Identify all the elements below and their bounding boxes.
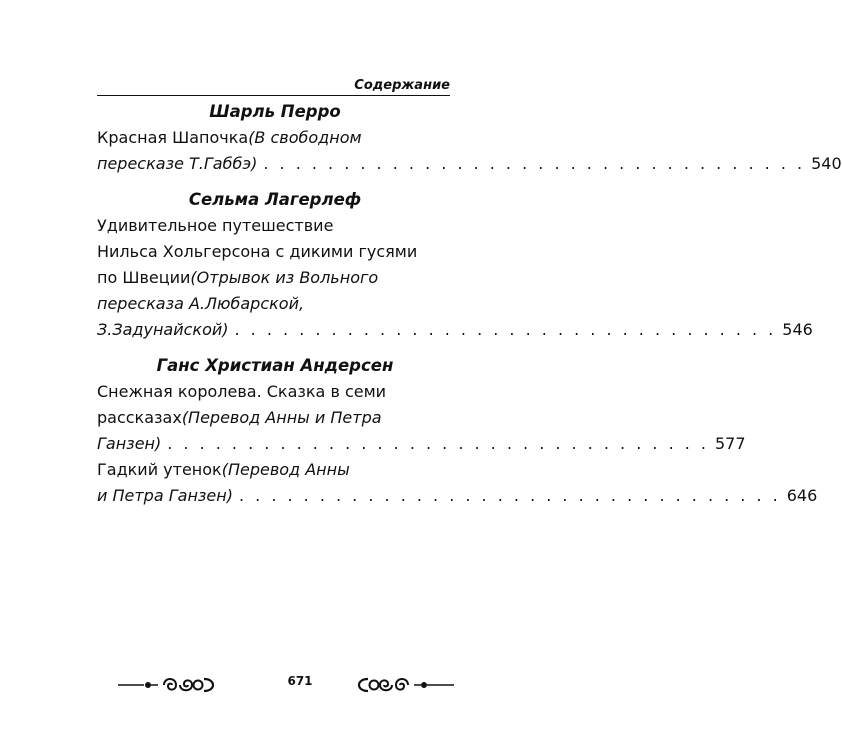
page-number: 671	[287, 674, 313, 688]
toc-line	[97, 291, 453, 317]
leader-dots: . . . . . . . . . . . . . . . . . . . . . . . . . . . . . . . . . .	[238, 486, 781, 505]
table-of-contents	[97, 99, 842, 509]
toc-line	[97, 431, 746, 457]
toc-line	[97, 239, 453, 265]
entry-note: (Перевод Анны	[221, 460, 350, 479]
toc-line	[97, 405, 453, 431]
entry-title: Нильса Хольгерсона с дикими гусями	[97, 242, 418, 261]
toc-line	[97, 151, 842, 177]
toc-line	[97, 265, 453, 291]
author-heading: Сельма Лагерлеф	[188, 190, 362, 209]
leader-dots: . . . . . . . . . . . . . . . . . . . . . . . . . . . . . . . . . .	[263, 154, 806, 173]
entry-note: Ганзен)	[97, 434, 162, 453]
right-flourish-icon	[334, 670, 454, 700]
author-heading: Шарль Перро	[209, 102, 341, 121]
toc-line	[97, 125, 453, 151]
toc-line	[97, 457, 453, 483]
entry-title: Гадкий утенок	[97, 460, 222, 479]
header-rule	[97, 95, 450, 96]
entry-title: по Швеции	[97, 268, 191, 287]
toc-line	[97, 483, 818, 509]
leader-dots: . . . . . . . . . . . . . . . . . . . . . . . . . . . . . . . . . .	[167, 434, 709, 453]
toc-line	[97, 213, 453, 239]
entry-note: З.Задунайской)	[97, 320, 229, 339]
leader-dots: . . . . . . . . . . . . . . . . . . . . . . . . . . . . . . . . . .	[234, 320, 777, 339]
entry-note: (В свободном	[248, 128, 362, 147]
entry-note: и Петра Ганзен)	[97, 486, 233, 505]
page-footer	[0, 670, 600, 700]
page-ref: 546	[782, 320, 813, 339]
toc-line	[97, 379, 453, 405]
entry-note: (Отрывок из Вольного	[190, 268, 379, 287]
entry-note: пересказе Т.Габбэ)	[97, 154, 258, 173]
entry-title: Удивительное путешествие	[97, 216, 334, 235]
author-heading: Ганс Христиан Андерсен	[156, 356, 394, 375]
page-ref: 540	[811, 154, 842, 173]
entry-note: (Перевод Анны и Петра	[181, 408, 382, 427]
entry-title: Снежная королева. Сказка в семи	[97, 382, 387, 401]
running-head: Содержание	[354, 78, 450, 93]
entry-title: рассказах	[97, 408, 182, 427]
toc-line	[97, 317, 813, 343]
page-ref: 577	[715, 434, 746, 453]
entry-title: Красная Шапочка	[97, 128, 249, 147]
page-ref: 646	[786, 486, 818, 505]
entry-note: пересказа А.Любарской,	[97, 294, 305, 313]
